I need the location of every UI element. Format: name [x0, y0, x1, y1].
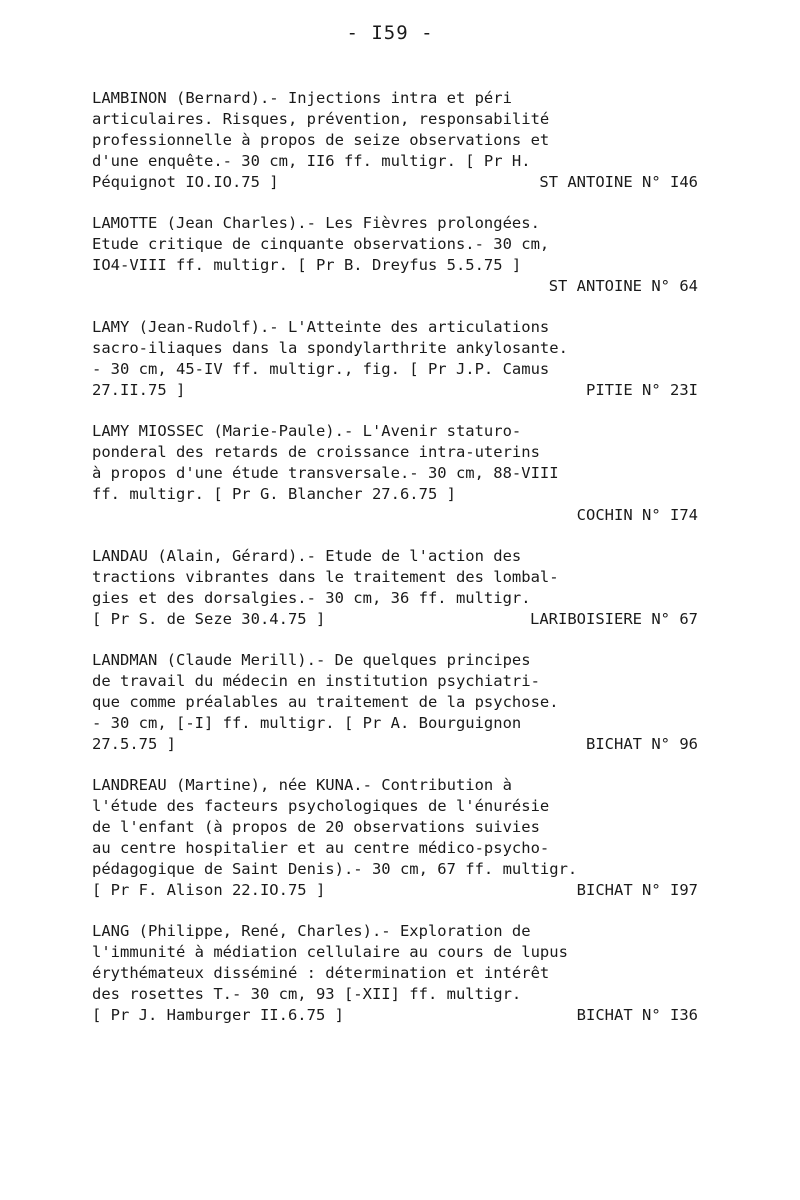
- entry-text: Etude critique de cinquante observations.- 30 cm,: [92, 235, 550, 253]
- entry-text: 27.5.75 ]: [92, 735, 176, 753]
- entry-text: sacro-iliaques dans la spondylarthrite ankylosante.: [92, 339, 568, 357]
- entry-line: [92, 921, 712, 942]
- hospital-number: PITIE N° 23I: [586, 381, 698, 399]
- entry-text: - 30 cm, 45-IV ff. multigr., fig. [ Pr J.P. Camus: [92, 360, 550, 378]
- entry-text: LANDAU (Alain, Gérard).- Etude de l'action des: [92, 547, 522, 565]
- entry-line: [92, 380, 712, 401]
- entry-text: des rosettes T.- 30 cm, 93 [-XII] ff. multigr.: [92, 985, 522, 1003]
- entry-line: [92, 213, 712, 234]
- entry-text: [ Pr S. de Seze 30.4.75 ]: [92, 610, 326, 628]
- hospital-number: BICHAT N° I97: [576, 881, 698, 899]
- hospital-number: ST ANTOINE N° 64: [548, 277, 698, 295]
- entry-text: IO4-VIII ff. multigr. [ Pr B. Dreyfus 5.5.75 ]: [92, 256, 522, 274]
- entry-line: [92, 588, 712, 609]
- entry-text: gies et des dorsalgies.- 30 cm, 36 ff. multigr.: [92, 589, 531, 607]
- thesis-entry: [92, 317, 712, 401]
- entry-line: [92, 442, 712, 463]
- entry-text: LAMOTTE (Jean Charles).- Les Fièvres prolongées.: [92, 214, 540, 232]
- entry-line: [92, 567, 712, 588]
- entry-text: LAMY MIOSSEC (Marie-Paule).- L'Avenir staturo-: [92, 422, 522, 440]
- entry-text: LAMBINON (Bernard).- Injections intra et péri: [92, 89, 512, 107]
- entry-text: 27.II.75 ]: [92, 381, 186, 399]
- entry-text: LAMY (Jean-Rudolf).- L'Atteinte des articulations: [92, 318, 550, 336]
- entry-line: [92, 817, 712, 838]
- entry-line: [92, 671, 712, 692]
- thesis-entry: [92, 213, 712, 297]
- entry-line: [92, 880, 712, 901]
- entry-line: [92, 796, 712, 817]
- entry-line: [92, 276, 712, 297]
- entry-line: [92, 317, 712, 338]
- entry-text: d'une enquête.- 30 cm, II6 ff. multigr. [ Pr H.: [92, 152, 531, 170]
- entry-line: [92, 359, 712, 380]
- entry-text: à propos d'une étude transversale.- 30 cm, 88-VIII: [92, 464, 559, 482]
- entry-line: [92, 984, 712, 1005]
- thesis-entry: [92, 546, 712, 630]
- entry-text: ff. multigr. [ Pr G. Blancher 27.6.75 ]: [92, 485, 456, 503]
- entry-text: LANDREAU (Martine), née KUNA.- Contribution à: [92, 776, 512, 794]
- entry-text: pédagogique de Saint Denis).- 30 cm, 67 ff. multigr.: [92, 860, 578, 878]
- entry-text: professionnelle à propos de seize observations et: [92, 131, 550, 149]
- hospital-number: BICHAT N° I36: [576, 1006, 698, 1024]
- entry-text: que comme préalables au traitement de la psychose.: [92, 693, 559, 711]
- entry-line: [92, 338, 712, 359]
- entry-line: [92, 838, 712, 859]
- entry-text: LANDMAN (Claude Merill).- De quelques principes: [92, 651, 531, 669]
- page-number: - I59 -: [346, 22, 434, 44]
- hospital-number: LARIBOISIERE N° 67: [530, 610, 698, 628]
- entry-line: [92, 650, 712, 671]
- entry-line: [92, 505, 712, 526]
- entry-text: tractions vibrantes dans le traitement des lombal-: [92, 568, 559, 586]
- thesis-entry: [92, 421, 712, 526]
- entry-line: [92, 942, 712, 963]
- entry-line: [92, 775, 712, 796]
- entry-text: l'étude des facteurs psychologiques de l'énurésie: [92, 797, 550, 815]
- thesis-entry: [92, 650, 712, 755]
- entry-line: [92, 109, 712, 130]
- entry-text: Péquignot IO.IO.75 ]: [92, 173, 279, 191]
- entry-text: de l'enfant (à propos de 20 observations suivies: [92, 818, 540, 836]
- entry-line: [92, 713, 712, 734]
- entry-line: [92, 484, 712, 505]
- entry-text: de travail du médecin en institution psychiatri-: [92, 672, 540, 690]
- entry-text: [ Pr F. Alison 22.IO.75 ]: [92, 881, 326, 899]
- entry-line: [92, 255, 712, 276]
- entry-line: [92, 859, 712, 880]
- entry-text: l'immunité à médiation cellulaire au cours de lupus: [92, 943, 568, 961]
- entry-line: [92, 421, 712, 442]
- entry-text: érythémateux disséminé : détermination et intérêt: [92, 964, 550, 982]
- entry-line: [92, 151, 712, 172]
- entry-line: [92, 130, 712, 151]
- thesis-entry: [92, 921, 712, 1026]
- hospital-number: COCHIN N° I74: [576, 506, 698, 524]
- entry-line: [92, 234, 712, 255]
- entry-text: articulaires. Risques, prévention, responsabilité: [92, 110, 550, 128]
- entry-line: [92, 172, 712, 193]
- entry-text: ponderal des retards de croissance intra-uterins: [92, 443, 540, 461]
- thesis-entry-list: [92, 88, 712, 1046]
- entry-line: [92, 692, 712, 713]
- entry-line: [92, 734, 712, 755]
- entry-line: [92, 1005, 712, 1026]
- entry-line: [92, 609, 712, 630]
- entry-line: [92, 463, 712, 484]
- entry-text: LANG (Philippe, René, Charles).- Exploration de: [92, 922, 531, 940]
- thesis-entry: [92, 88, 712, 193]
- entry-line: [92, 88, 712, 109]
- thesis-entry: [92, 775, 712, 901]
- hospital-number: BICHAT N° 96: [586, 735, 698, 753]
- entry-text: [ Pr J. Hamburger II.6.75 ]: [92, 1006, 344, 1024]
- entry-text: au centre hospitalier et au centre médico-psycho-: [92, 839, 550, 857]
- entry-line: [92, 963, 712, 984]
- entry-line: [92, 546, 712, 567]
- entry-text: - 30 cm, [-I] ff. multigr. [ Pr A. Bourguignon: [92, 714, 522, 732]
- hospital-number: ST ANTOINE N° I46: [539, 173, 698, 191]
